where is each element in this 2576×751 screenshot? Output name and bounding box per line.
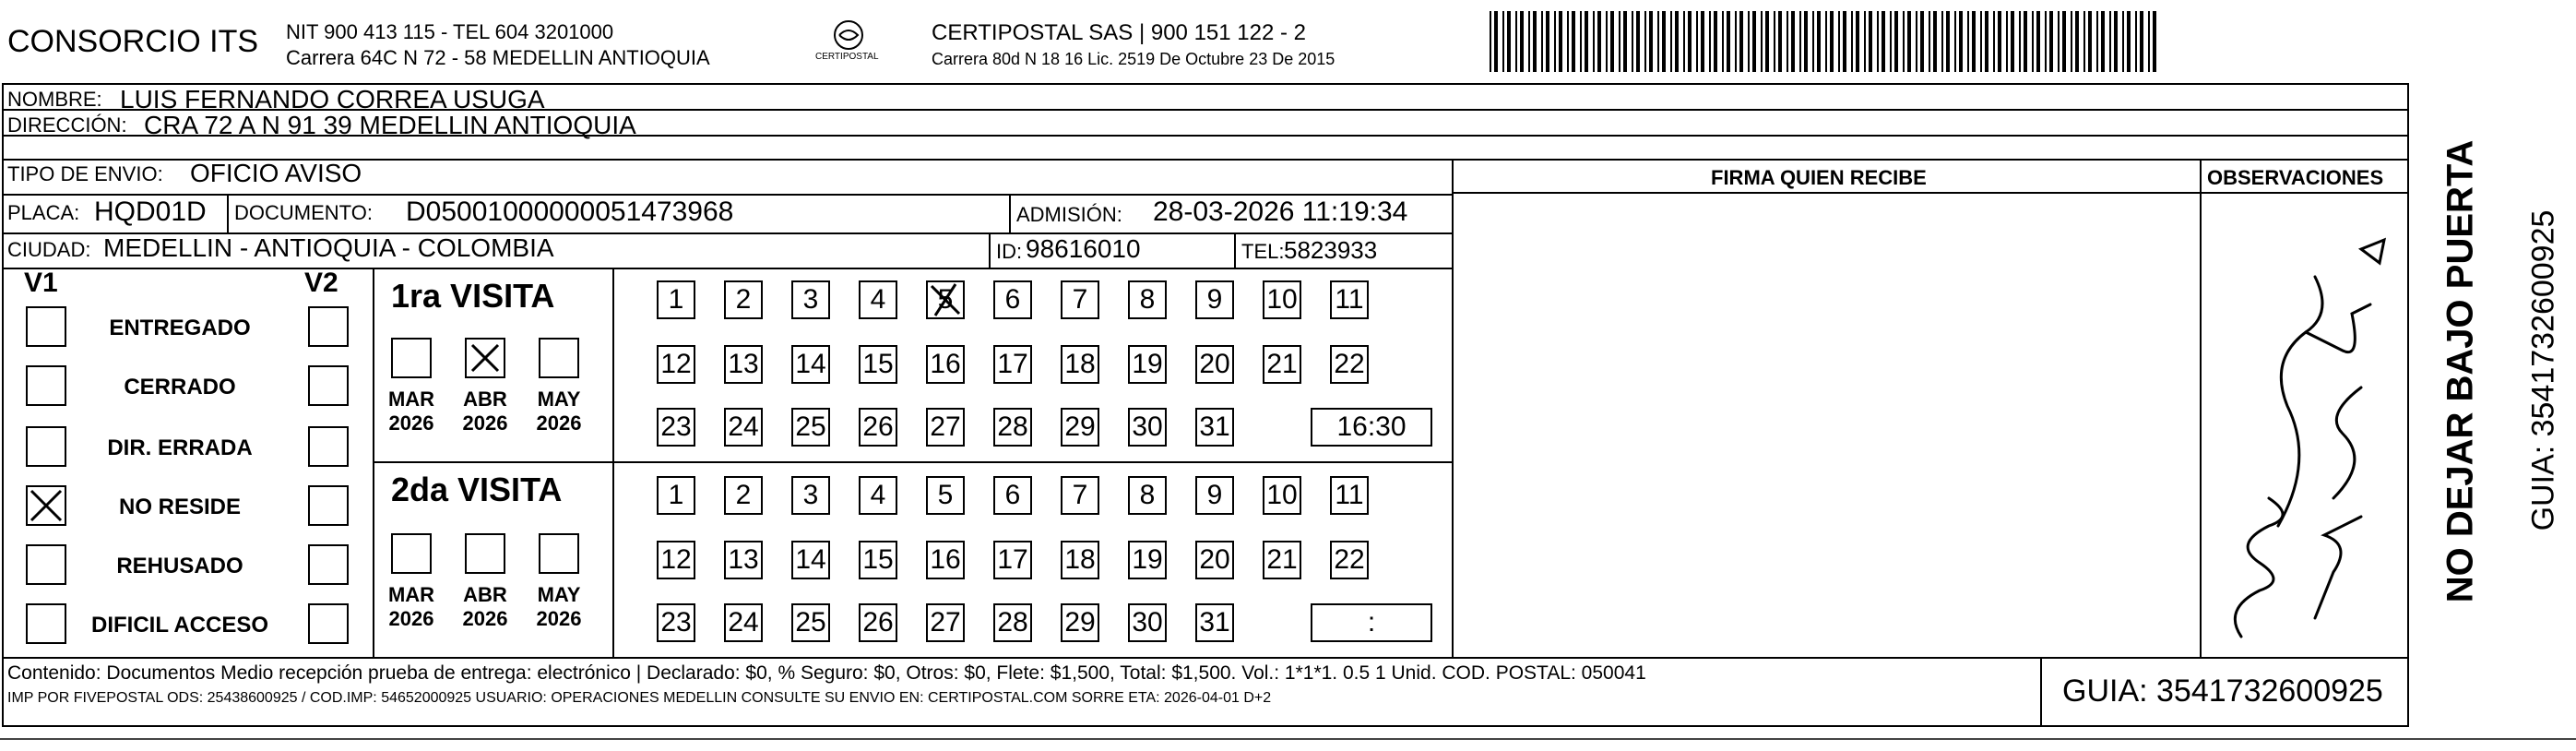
visit-1-day-31[interactable]: 31 bbox=[1195, 408, 1234, 447]
barcode-bar bbox=[1869, 11, 1872, 72]
visit-2-time-field[interactable]: : bbox=[1311, 603, 1432, 642]
barcode-bar bbox=[1778, 11, 1782, 72]
direccion-value: CRA 72 A N 91 39 MEDELLIN ANTIOQUIA bbox=[144, 111, 636, 139]
barcode-bar bbox=[1507, 11, 1511, 72]
barcode-bar bbox=[2109, 11, 2111, 72]
barcode-bar bbox=[1714, 11, 1717, 72]
barcode-bar bbox=[1843, 11, 1846, 72]
visit-2-day-29[interactable]: 29 bbox=[1061, 603, 1099, 642]
barcode-bar bbox=[1804, 11, 1808, 72]
visit-2-day-11[interactable]: 11 bbox=[1330, 476, 1369, 515]
id-label: ID: bbox=[996, 240, 1023, 263]
placa-label: PLACA: bbox=[7, 201, 80, 224]
visit-1-day-2[interactable]: 2 bbox=[724, 280, 763, 319]
company-address: Carrera 64C N 72 - 58 MEDELLIN ANTIOQUIA bbox=[286, 46, 710, 69]
v2-checkbox-dificil-acceso[interactable] bbox=[308, 603, 349, 644]
barcode-bar bbox=[2049, 11, 2053, 72]
ciudad-label: CIUDAD: bbox=[7, 238, 91, 261]
visit-2-day-22[interactable]: 22 bbox=[1330, 541, 1369, 579]
barcode-bar bbox=[1657, 11, 1659, 72]
barcode-bar bbox=[1683, 11, 1685, 72]
barcode-bar bbox=[1528, 11, 1530, 72]
barcode-bar bbox=[1619, 11, 1620, 72]
visit-1-month-label: ABR bbox=[463, 387, 507, 411]
barcode-bar bbox=[1572, 11, 1575, 72]
barcode-bar bbox=[1610, 11, 1614, 72]
visit-2-day-30[interactable]: 30 bbox=[1128, 603, 1167, 642]
visit-1-day-30[interactable]: 30 bbox=[1128, 408, 1167, 447]
visit-2-month-label: MAR bbox=[387, 583, 435, 606]
admision-label: ADMISIÓN: bbox=[1016, 203, 1122, 226]
visit-2-day-10[interactable]: 10 bbox=[1263, 476, 1301, 515]
barcode-bar bbox=[1649, 11, 1653, 72]
visit-1-time-field[interactable]: 16:30 bbox=[1311, 408, 1432, 447]
barcode-bar bbox=[1623, 11, 1627, 72]
barcode-bar bbox=[1959, 11, 1963, 72]
visit-1-day-23[interactable]: 23 bbox=[657, 408, 695, 447]
barcode-bar bbox=[2062, 11, 2066, 72]
observaciones-label: OBSERVACIONES bbox=[2207, 166, 2384, 189]
barcode-bar bbox=[1515, 11, 1517, 72]
visit-2-day-31[interactable]: 31 bbox=[1195, 603, 1234, 642]
visit-1-day-4[interactable]: 4 bbox=[859, 280, 897, 319]
barcode-bar bbox=[2083, 11, 2085, 72]
footer-guia: GUIA: 3541732600925 bbox=[2062, 674, 2383, 709]
visit-1-day-20[interactable]: 20 bbox=[1195, 345, 1234, 384]
barcode-bar bbox=[1688, 11, 1692, 72]
barcode-bar bbox=[1825, 11, 1827, 72]
barcode-bar bbox=[1739, 11, 1743, 72]
visit-2-day-26[interactable]: 26 bbox=[859, 603, 897, 642]
barcode-bar bbox=[2122, 11, 2124, 72]
barcode-bar bbox=[1877, 11, 1879, 72]
barcode-bar bbox=[1761, 11, 1763, 72]
barcode-bar bbox=[1644, 11, 1646, 72]
visit-1-day-24[interactable]: 24 bbox=[724, 408, 763, 447]
v2-checkbox-no-reside[interactable] bbox=[308, 485, 349, 526]
visit-1-day-28[interactable]: 28 bbox=[993, 408, 1032, 447]
visit-1-day-14[interactable]: 14 bbox=[791, 345, 830, 384]
visit-1-day-22[interactable]: 22 bbox=[1330, 345, 1369, 384]
barcode-bar bbox=[1727, 11, 1730, 72]
barcode-bar bbox=[2071, 11, 2072, 72]
documento-value: D05001000000051473968 bbox=[406, 197, 734, 227]
visit-1-day-3[interactable]: 3 bbox=[791, 280, 830, 319]
visit-1-year-label: 2026 bbox=[388, 411, 434, 435]
barcode-bar bbox=[1920, 11, 1924, 72]
barcode-bar bbox=[1533, 11, 1537, 72]
barcode-bar bbox=[1799, 11, 1801, 72]
no-dejar-bajo-puerta: NO DEJAR BAJO PUERTA bbox=[2439, 139, 2481, 603]
admision-value: 28-03-2026 11:19:34 bbox=[1153, 197, 1408, 227]
nombre-value: LUIS FERNANDO CORREA USUGA bbox=[120, 85, 545, 113]
visit-2-year-label: 2026 bbox=[462, 607, 508, 630]
visit-2-day-8[interactable]: 8 bbox=[1128, 476, 1167, 515]
tel-label: TEL: bbox=[1241, 240, 1285, 263]
visit-1-day-7[interactable]: 7 bbox=[1061, 280, 1099, 319]
barcode-bar bbox=[1929, 11, 1930, 72]
visit-1-day-11[interactable]: 11 bbox=[1330, 280, 1369, 319]
visit-1-year-label: 2026 bbox=[536, 411, 582, 435]
barcode-bar bbox=[2148, 11, 2150, 72]
visit-1-year-label: 2026 bbox=[462, 411, 508, 435]
visit-1-day-26[interactable]: 26 bbox=[859, 408, 897, 447]
visit-1-day-12[interactable]: 12 bbox=[657, 345, 695, 384]
barcode-bar bbox=[2114, 11, 2118, 72]
contenido-text: Contenido: Documentos Medio recepción prueba de entrega: electrónico | Declarado: $0, % Seguro: $0, Otros: $0, Flete: $1,500, Total: $1,500. Vol.: 1*1*1. 0.5 1 Unid. COD. POSTAL: 050041 bbox=[7, 662, 1646, 684]
visit-2-month-label: MAY bbox=[537, 583, 581, 606]
visit-2-day-16[interactable]: 16 bbox=[926, 541, 965, 579]
company-name: CONSORCIO ITS bbox=[7, 24, 259, 59]
status-label-dir-errada: DIR. ERRADA bbox=[107, 435, 253, 460]
barcode-bar bbox=[1494, 11, 1498, 72]
barcode-bar bbox=[1985, 11, 1988, 72]
barcode-bar bbox=[1593, 11, 1595, 72]
barcode-bar bbox=[1735, 11, 1737, 72]
status-label-rehusado: REHUSADO bbox=[116, 554, 243, 578]
status-label-cerrado: CERRADO bbox=[124, 375, 236, 399]
barcode-bar bbox=[1520, 11, 1524, 72]
barcode-bar bbox=[1993, 11, 1995, 72]
visit-2-day-4[interactable]: 4 bbox=[859, 476, 897, 515]
barcode-bar bbox=[2058, 11, 2060, 72]
barcode-bar bbox=[1748, 11, 1750, 72]
visit-2-day-2[interactable]: 2 bbox=[724, 476, 763, 515]
barcode-bar bbox=[1882, 11, 1885, 72]
barcode-bar bbox=[2019, 11, 2021, 72]
visit-2-day-28[interactable]: 28 bbox=[993, 603, 1032, 642]
visit-1-day-18[interactable]: 18 bbox=[1061, 345, 1099, 384]
visit-1-day-5[interactable]: 5 bbox=[926, 280, 965, 319]
barcode-bar bbox=[1765, 11, 1769, 72]
firma-label: FIRMA QUIEN RECIBE bbox=[1711, 166, 1927, 189]
visit-2-day-6[interactable]: 6 bbox=[993, 476, 1032, 515]
visit-2-month-mar-checkbox[interactable] bbox=[391, 533, 432, 574]
barcode-bar bbox=[1662, 11, 1666, 72]
visit-1-day-19[interactable]: 19 bbox=[1128, 345, 1167, 384]
barcode-bar bbox=[1541, 11, 1543, 72]
status-label-entregado: ENTREGADO bbox=[109, 316, 251, 340]
barcode-bar bbox=[1817, 11, 1821, 72]
visit-2-day-24[interactable]: 24 bbox=[724, 603, 763, 642]
visit-2-day-19[interactable]: 19 bbox=[1128, 541, 1167, 579]
visit-2-day-7[interactable]: 7 bbox=[1061, 476, 1099, 515]
barcode-bar bbox=[1597, 11, 1601, 72]
visit-1-month-may-checkbox[interactable] bbox=[539, 338, 579, 378]
barcode-bar bbox=[1606, 11, 1608, 72]
visit-2-day-13[interactable]: 13 bbox=[724, 541, 763, 579]
visit-1-day-9[interactable]: 9 bbox=[1195, 280, 1234, 319]
certipostal-logo bbox=[812, 17, 885, 68]
placa-value: HQD01D bbox=[94, 197, 207, 227]
status-label-dificil-acceso: DIFICIL ACCESO bbox=[90, 613, 268, 638]
barcode-bar bbox=[1559, 11, 1562, 72]
barcode-bar bbox=[1954, 11, 1956, 72]
tipo-envio-label: TIPO DE ENVIO: bbox=[7, 162, 163, 185]
barcode-bar bbox=[1701, 11, 1704, 72]
barcode-bar bbox=[1580, 11, 1582, 72]
ciudad-value: MEDELLIN - ANTIOQUIA - COLOMBIA bbox=[103, 233, 554, 262]
barcode-bar bbox=[1903, 11, 1905, 72]
visit-2-day-21[interactable]: 21 bbox=[1263, 541, 1301, 579]
barcode-bar bbox=[1791, 11, 1795, 72]
visit-2-day-1[interactable]: 1 bbox=[657, 476, 695, 515]
visit-1-day-13[interactable]: 13 bbox=[724, 345, 763, 384]
barcode-bar bbox=[2135, 11, 2137, 72]
certipostal-logo-text: CERTIPOSTAL bbox=[815, 52, 879, 62]
barcode-bar bbox=[1546, 11, 1549, 72]
barcode-bar bbox=[1670, 11, 1672, 72]
barcode-bar bbox=[1941, 11, 1943, 72]
id-value: 98616010 bbox=[1026, 234, 1141, 263]
visit-2-day-5[interactable]: 5 bbox=[926, 476, 965, 515]
visit-2-day-20[interactable]: 20 bbox=[1195, 541, 1234, 579]
tel-value: 5823933 bbox=[1284, 236, 1378, 264]
visit-2-title: 2da VISITA bbox=[391, 471, 563, 508]
barcode-bar bbox=[1787, 11, 1788, 72]
visit-2-day-25[interactable]: 25 bbox=[791, 603, 830, 642]
v2-checkbox-entregado[interactable] bbox=[308, 306, 349, 347]
v2-checkbox-cerrado[interactable] bbox=[308, 365, 349, 406]
v1-label: V1 bbox=[24, 268, 58, 298]
barcode-bar bbox=[1502, 11, 1504, 72]
visit-2-day-27[interactable]: 27 bbox=[926, 603, 965, 642]
barcode-bar bbox=[1812, 11, 1814, 72]
barcode-bar bbox=[1838, 11, 1840, 72]
visit-2-year-label: 2026 bbox=[388, 607, 434, 630]
visit-2-month-may-checkbox[interactable] bbox=[539, 533, 579, 574]
barcode-bar bbox=[1709, 11, 1711, 72]
barcode-bar bbox=[2036, 11, 2040, 72]
side-vertical-text bbox=[2415, 111, 2571, 646]
barcode-bar bbox=[1933, 11, 1937, 72]
visit-1-day-16[interactable]: 16 bbox=[926, 345, 965, 384]
barcode-bar bbox=[1554, 11, 1556, 72]
status-label-no-reside: NO RESIDE bbox=[118, 495, 242, 519]
barcode-bar bbox=[2075, 11, 2079, 72]
visit-2-day-15[interactable]: 15 bbox=[859, 541, 897, 579]
documento-label: DOCUMENTO: bbox=[234, 201, 373, 224]
barcode-bar bbox=[1856, 11, 1859, 72]
barcode-bar bbox=[1632, 11, 1633, 72]
tipo-envio-value: OFICIO AVISO bbox=[190, 159, 362, 187]
barcode-bar bbox=[2006, 11, 2008, 72]
visit-2-day-17[interactable]: 17 bbox=[993, 541, 1032, 579]
barcode-bar bbox=[2127, 11, 2131, 72]
direccion-label: DIRECCIÓN: bbox=[7, 113, 127, 137]
barcode-bar bbox=[1752, 11, 1756, 72]
barcode-bar bbox=[1998, 11, 2001, 72]
visit-1-day-1[interactable]: 1 bbox=[657, 280, 695, 319]
v2-checkbox-rehusado[interactable] bbox=[308, 544, 349, 585]
visit-1-day-27[interactable]: 27 bbox=[926, 408, 965, 447]
barcode-bar bbox=[1980, 11, 1982, 72]
barcode-bar bbox=[1490, 11, 1491, 72]
visit-2-year-label: 2026 bbox=[536, 607, 582, 630]
visit-1-day-17[interactable]: 17 bbox=[993, 345, 1032, 384]
visit-1-day-6[interactable]: 6 bbox=[993, 280, 1032, 319]
day-check-mark bbox=[928, 282, 963, 325]
visit-2-day-3[interactable]: 3 bbox=[791, 476, 830, 515]
visit-1-day-15[interactable]: 15 bbox=[859, 345, 897, 384]
visit-1-day-25[interactable]: 25 bbox=[791, 408, 830, 447]
visit-1-month-label: MAY bbox=[537, 387, 581, 411]
barcode-bar bbox=[1585, 11, 1588, 72]
barcode-bar bbox=[2032, 11, 2034, 72]
barcode-bar bbox=[2011, 11, 2014, 72]
barcode-bar bbox=[1851, 11, 1853, 72]
visit-1-day-8[interactable]: 8 bbox=[1128, 280, 1167, 319]
barcode-bar bbox=[2045, 11, 2047, 72]
barcode-bar bbox=[1916, 11, 1917, 72]
visit-1-day-21[interactable]: 21 bbox=[1263, 345, 1301, 384]
barcode-bar bbox=[1864, 11, 1866, 72]
barcode-bar bbox=[2096, 11, 2098, 72]
barcode-bar bbox=[1890, 11, 1892, 72]
visit-2-day-14[interactable]: 14 bbox=[791, 541, 830, 579]
visit-2-day-12[interactable]: 12 bbox=[657, 541, 695, 579]
barcode-bar bbox=[2088, 11, 2092, 72]
v2-label: V2 bbox=[304, 268, 338, 298]
visit-1-day-29[interactable]: 29 bbox=[1061, 408, 1099, 447]
visit-1-title: 1ra VISITA bbox=[391, 277, 555, 315]
visit-1-month-label: MAR bbox=[387, 387, 435, 411]
visit-2-day-23[interactable]: 23 bbox=[657, 603, 695, 642]
visit-1-month-abr-checkbox[interactable] bbox=[465, 338, 505, 378]
visit-2-month-abr-checkbox[interactable] bbox=[465, 533, 505, 574]
visit-2-month-label: ABR bbox=[463, 583, 507, 606]
visit-2-day-9[interactable]: 9 bbox=[1195, 476, 1234, 515]
company-nit-tel: NIT 900 413 115 - TEL 604 3201000 bbox=[286, 20, 614, 43]
barcode-bar bbox=[1774, 11, 1775, 72]
vertical-guia: GUIA: 3541732600925 bbox=[2525, 209, 2561, 531]
barcode-bar bbox=[1722, 11, 1724, 72]
barcode-bar bbox=[2101, 11, 2105, 72]
visit-1-day-10[interactable]: 10 bbox=[1263, 280, 1301, 319]
barcode-bar bbox=[1946, 11, 1950, 72]
barcode-bar bbox=[1894, 11, 1898, 72]
v2-checkbox-dir-errada[interactable] bbox=[308, 426, 349, 467]
barcode-bar bbox=[1972, 11, 1976, 72]
barcode-bar bbox=[2024, 11, 2027, 72]
barcode-bar bbox=[1830, 11, 1834, 72]
barcode-bar bbox=[1696, 11, 1698, 72]
certipostal-name: CERTIPOSTAL SAS | 900 151 122 - 2 bbox=[932, 20, 1306, 45]
barcode-bar bbox=[1907, 11, 1911, 72]
barcode-bar bbox=[1636, 11, 1640, 72]
barcode-bar bbox=[2140, 11, 2143, 72]
barcode-bar bbox=[1675, 11, 1679, 72]
visit-1-month-mar-checkbox[interactable] bbox=[391, 338, 432, 378]
barcode-bar bbox=[2153, 11, 2156, 72]
barcode-bar bbox=[1567, 11, 1569, 72]
barcode bbox=[1490, 11, 2163, 72]
barcode-bar bbox=[1967, 11, 1969, 72]
certipostal-address: Carrera 80d N 18 16 Lic. 2519 De Octubre 23 De 2015 bbox=[932, 50, 1335, 68]
imp-text: IMP POR FIVEPOSTAL ODS: 25438600925 / COD.IMP: 54652000925 USUARIO: OPERACIONES MEDELLIN CONSULTE SU ENVIO EN: CERTIPOSTAL.COM SORRE ETA: 2026-04-01 D+2 bbox=[7, 690, 1272, 706]
visit-2-day-18[interactable]: 18 bbox=[1061, 541, 1099, 579]
nombre-label: NOMBRE: bbox=[7, 88, 102, 111]
signature bbox=[2204, 221, 2389, 655]
